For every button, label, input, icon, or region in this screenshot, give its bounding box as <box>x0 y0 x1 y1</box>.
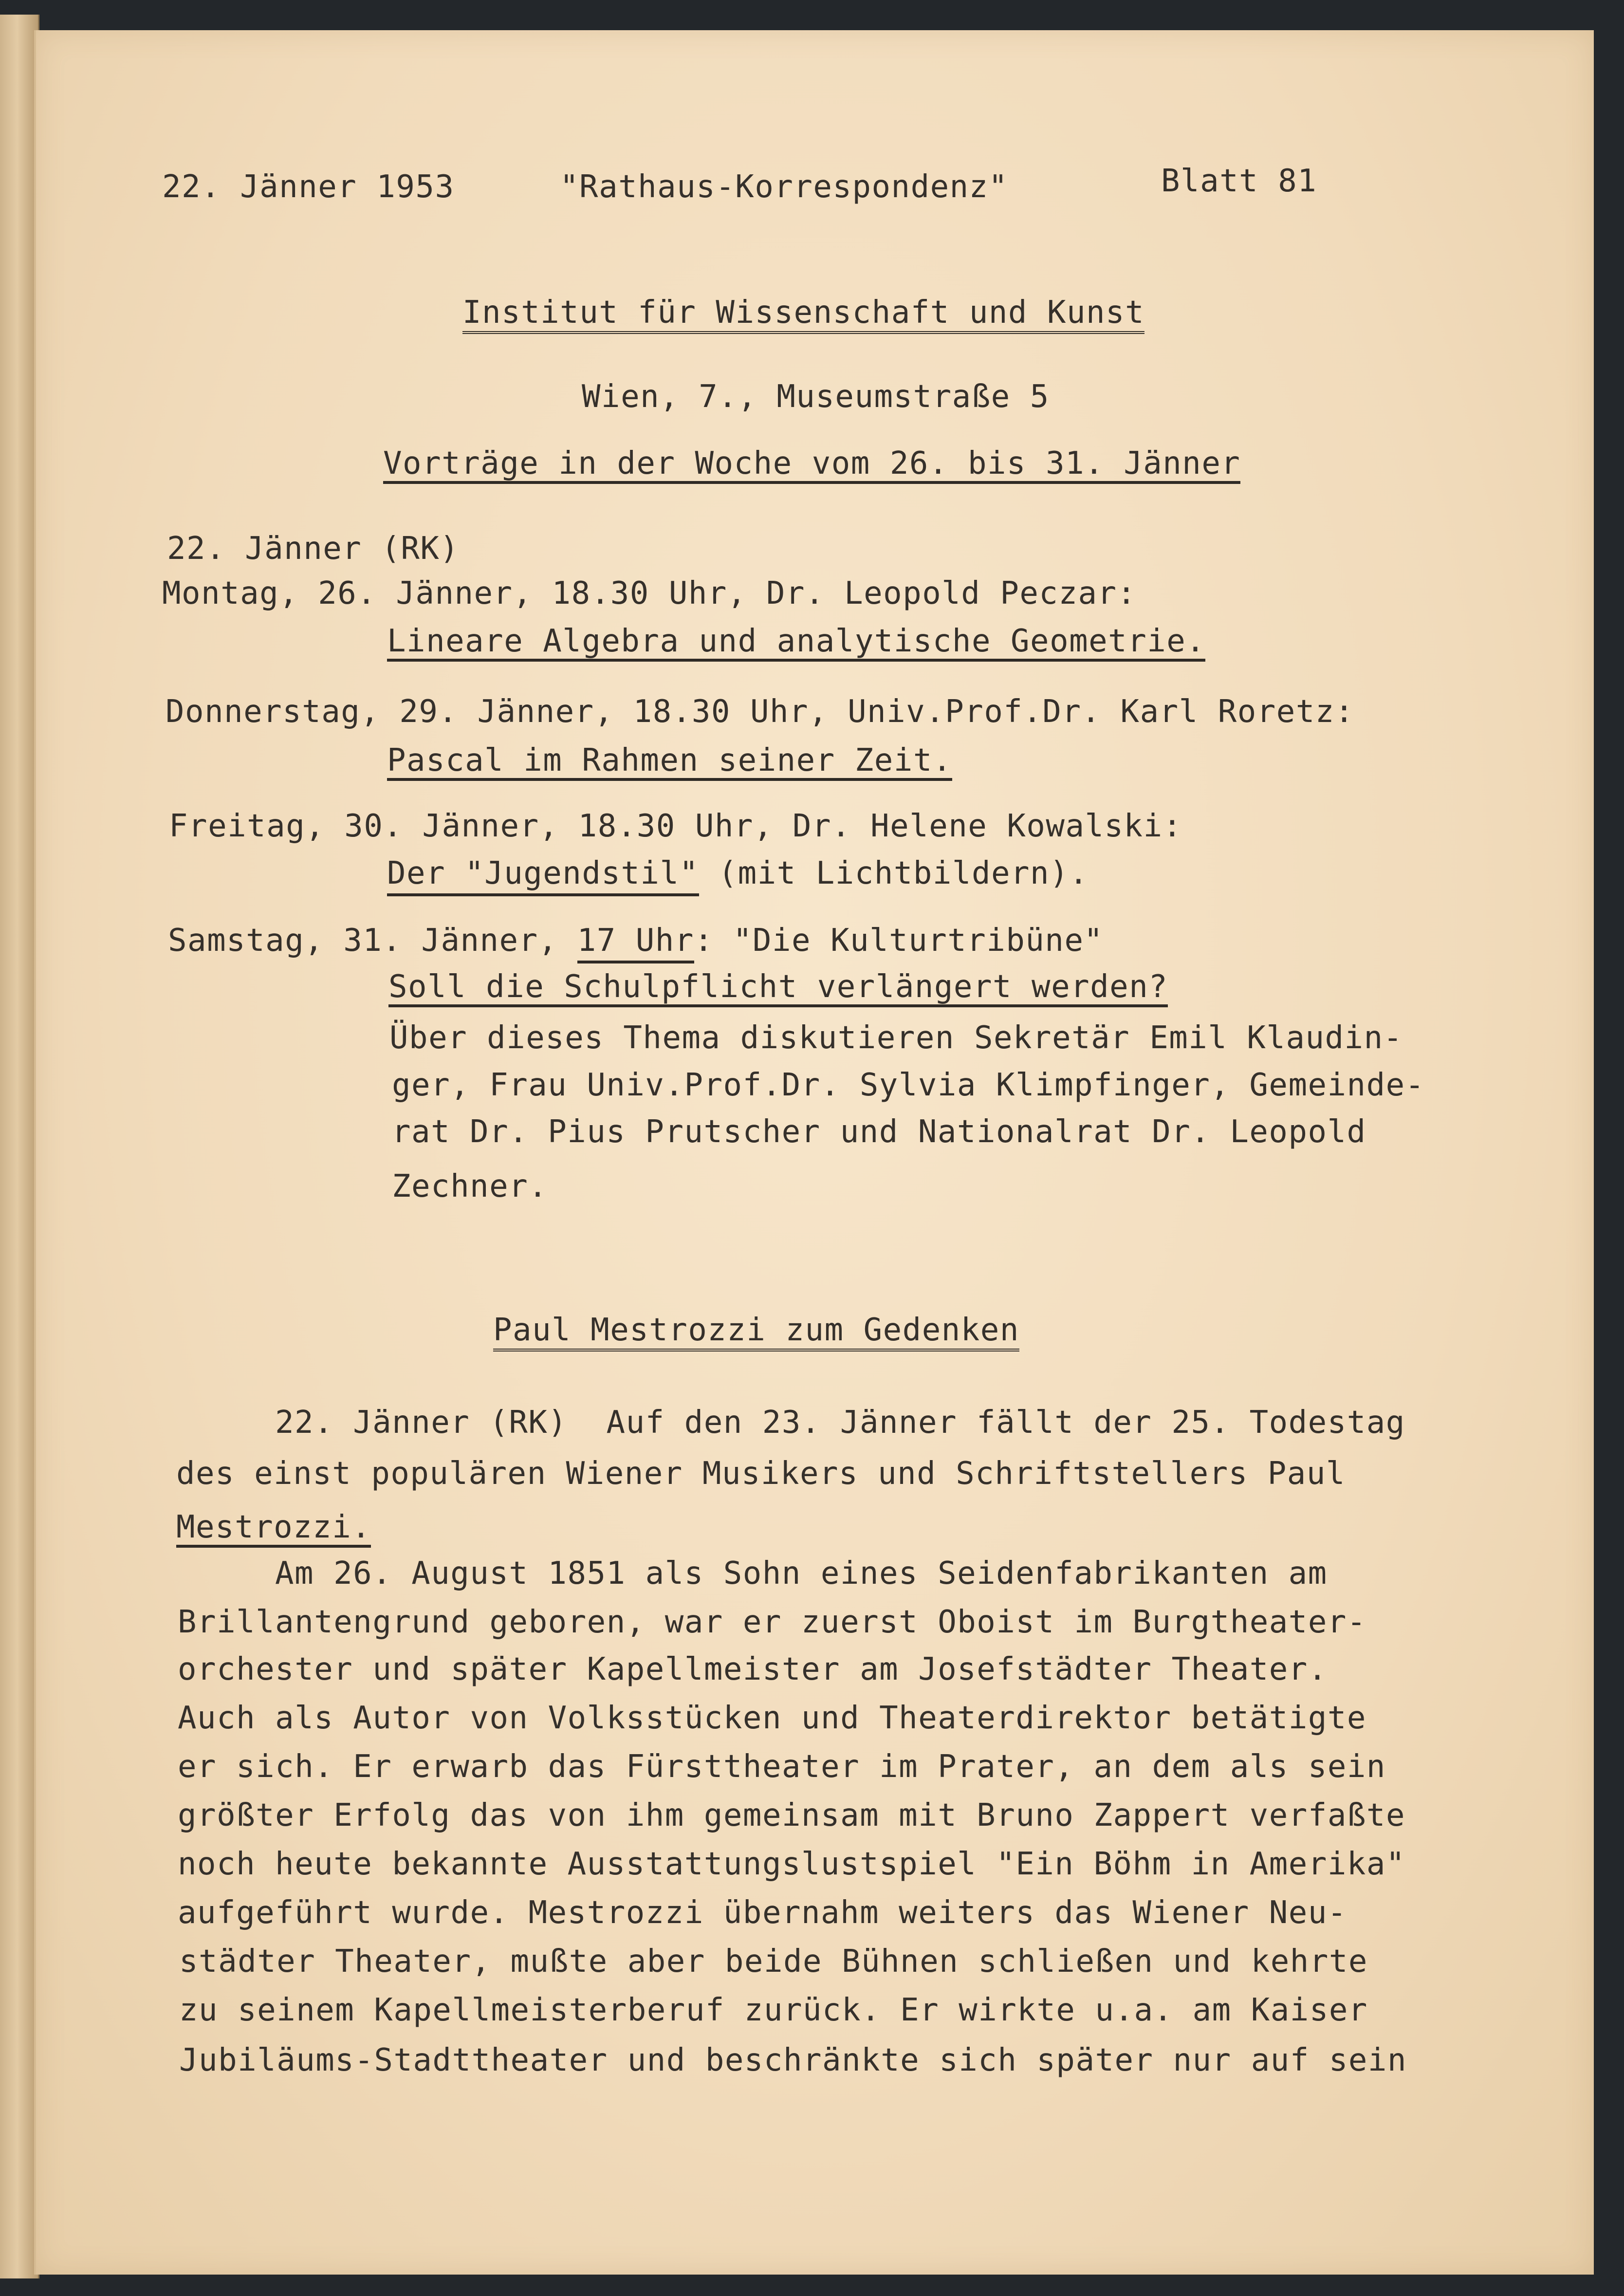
para2-line: zu seinem Kapellmeisterberuf zurück. Er wirkte u.a. am Kaiser <box>179 1992 1368 2028</box>
lecture-3-topic-underlined: Der "Jugendstil" <box>387 855 699 896</box>
section2-title: Paul Mestrozzi zum Gedenken <box>493 1315 1019 1352</box>
lecture-4-when-time: 17 Uhr <box>577 923 694 963</box>
lecture-4-topic: Soll die Schulpflicht verlängert werden? <box>388 971 1168 1007</box>
para2-line: größter Erfolg das von ihm gemeinsam mit Bruno Zappert verfaßte <box>178 1797 1405 1833</box>
section1-address: Wien, 7., Museumstraße 5 <box>582 379 1050 415</box>
para1-line: 22. Jänner (RK) Auf den 23. Jänner fällt der 25. Todestag <box>275 1405 1405 1441</box>
lecture-3-topic <box>387 855 1089 891</box>
para2-line: städter Theater, mußte aber beide Bühnen schließen und kehrte <box>179 1944 1368 1980</box>
lecture-3-when: Freitag, 30. Jänner, 18.30 Uhr, Dr. Helene Kowalski: <box>169 808 1182 844</box>
section1-title: Institut für Wissenschaft und Kunst <box>462 297 1144 334</box>
lecture-1-topic: Lineare Algebra und analytische Geometrie. <box>387 626 1205 662</box>
section1-subtitle: Vorträge in der Woche vom 26. bis 31. Jänner <box>383 448 1240 484</box>
lecture-4-description-line: ger, Frau Univ.Prof.Dr. Sylvia Klimpfinger, Gemeinde- <box>392 1067 1425 1103</box>
lecture-1-when: Montag, 26. Jänner, 18.30 Uhr, Dr. Leopold Peczar: <box>162 575 1137 611</box>
para2-line: aufgeführt wurde. Mestrozzi übernahm weiters das Wiener Neu- <box>178 1895 1347 1931</box>
para2-line: noch heute bekannte Ausstattungslustspiel "Ein Böhm in Amerika" <box>178 1846 1405 1882</box>
header-sheet-number: Blatt 81 <box>1161 163 1317 199</box>
para2-line: Am 26. August 1851 als Sohn eines Seidenfabrikanten am <box>275 1555 1328 1592</box>
para2-line: Jubiläums-Stadttheater und beschränkte sich später nur auf sein <box>179 2042 1407 2078</box>
header-date: 22. Jänner 1953 <box>162 169 455 205</box>
lecture-2-topic: Pascal im Rahmen seiner Zeit. <box>387 745 952 781</box>
para2-line: er sich. Er erwarb das Fürsttheater im Prater, an dem als sein <box>178 1749 1386 1785</box>
lecture-4-description-line: rat Dr. Pius Prutscher und Nationalrat Dr. Leopold <box>392 1114 1366 1150</box>
para1-line-underlined: Mestrozzi. <box>176 1512 371 1548</box>
lecture-4-description-line: Zechner. <box>392 1168 548 1204</box>
lecture-2-when: Donnerstag, 29. Jänner, 18.30 Uhr, Univ.Prof.Dr. Karl Roretz: <box>166 694 1354 730</box>
para2-line: orchester und später Kapellmeister am Josefstädter Theater. <box>178 1651 1328 1687</box>
para2-line: Brillantengrund geboren, war er zuerst Oboist im Burgtheater- <box>178 1604 1366 1640</box>
lecture-4-when <box>168 923 1104 959</box>
document-page <box>34 30 1594 2275</box>
lecture-4-description-line: Über dieses Thema diskutieren Sekretär Emil Klaudin- <box>389 1020 1403 1056</box>
lecture-4-when-end: : "Die Kulturtribüne" <box>694 923 1104 959</box>
left-page-edge <box>0 15 39 2278</box>
para1-line: des einst populären Wiener Musikers und Schriftstellers Paul <box>176 1456 1346 1492</box>
lecture-4-when-start: Samstag, 31. Jänner, <box>168 923 577 959</box>
para2-line: Auch als Autor von Volksstücken und Theaterdirektor betätigte <box>178 1700 1366 1736</box>
header-publication: "Rathaus-Korrespondenz" <box>560 169 1008 205</box>
section1-dateline: 22. Jänner (RK) <box>167 531 460 567</box>
lecture-3-topic-rest: (mit Lichtbildern). <box>699 855 1089 891</box>
